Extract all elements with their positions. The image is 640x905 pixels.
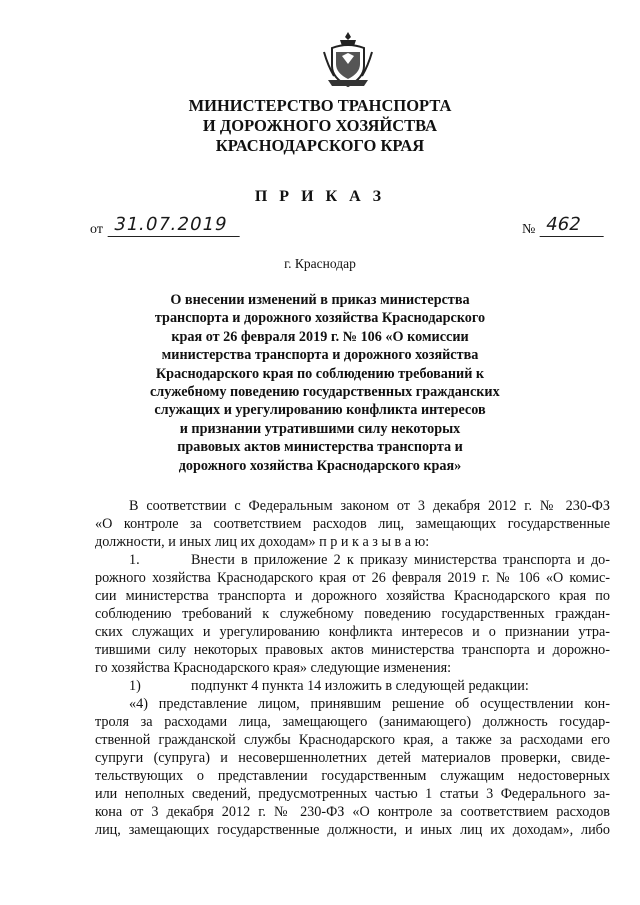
- quote-line: или неполных сведений, предусмотренных частью 1 статьи 3 Федерального за-: [95, 786, 610, 802]
- subject-line: правовых актов министерства транспорта и: [177, 439, 463, 456]
- subject-line: и признании утратившими силу некоторых: [179, 420, 461, 437]
- item-1-number: 1.: [129, 552, 140, 568]
- subject-line: края от 26 февраля 2019 г. № 106 «О комиссии: [171, 328, 469, 345]
- item-1-line: рожного хозяйства Краснодарского края от 26 февраля 2019 г. № 106 «О комис-: [95, 570, 610, 586]
- subject-line: Краснодарского края по соблюдению требований к: [155, 365, 485, 382]
- ministry-line-1: МИНИСТЕРСТВО ТРАНСПОРТА: [188, 96, 452, 115]
- preamble-line: «О контроле за соответствием расходов лиц, замещающих государственные: [95, 516, 610, 532]
- ministry-line-2: И ДОРОЖНОГО ХОЗЯЙСТВА: [202, 116, 438, 135]
- quote-line: ственной гражданской службы Краснодарского края, а также за расходами его: [95, 732, 610, 748]
- item-1-line: ских служащих и урегулированию конфликта интересов и о признании утра-: [95, 624, 610, 640]
- subject-line: О внесении изменений в приказ министерства: [170, 292, 470, 308]
- order-number: 462: [540, 214, 609, 237]
- order-subject: [150, 291, 500, 475]
- subject-line: транспорта и дорожного хозяйства Краснодарского: [154, 310, 486, 327]
- item-1-line: сии министерства транспорта и дорожного хозяйства Краснодарского края по: [95, 588, 610, 604]
- subitem-1-text: подпункт 4 пункта 14 изложить в следующей редакции:: [191, 678, 529, 694]
- subject-line: служебному поведению государственных гражданских: [150, 384, 500, 401]
- date-number-row: [90, 214, 590, 244]
- quote-line: кона от 3 декабря 2012 г. № 230-ФЗ «О контроле за соответствием расходов: [95, 804, 610, 820]
- preamble-line: В соответствии с Федеральным законом от 3 декабря 2012 г. № 230-ФЗ: [129, 498, 610, 514]
- quote-line: супруги (супруга) и несовершеннолетних детей материалов проверки, свиде-: [95, 750, 610, 766]
- item-1-line: тившими силу некоторых правовых актов министерства транспорта и дорожно-: [95, 642, 610, 658]
- subitem-1-number: 1): [129, 678, 141, 694]
- city: г. Краснодар: [284, 256, 356, 271]
- order-date: 31.07.2019: [108, 214, 245, 237]
- subitem-1-line: [95, 677, 610, 695]
- quote-line: «4) представление лицом, принявшим решение об осуществлении кон-: [129, 696, 610, 712]
- ministry-line-3: КРАСНОДАРСКОГО КРАЯ: [215, 136, 425, 155]
- quote-line: лиц, замещающих государственные должности, и иных лиц их доходам», либо: [95, 822, 610, 838]
- order-body: [95, 497, 610, 839]
- quote-line: тельствующих о представлении государственным служащим недостоверных: [95, 768, 610, 784]
- preamble-line: должности, и иных лиц их доходам» п р и к а з ы в а ю:: [95, 534, 430, 550]
- item-1-line: Внести в приложение 2 к приказу министерства транспорта и до-: [191, 552, 610, 568]
- krasnodar-coat-of-arms-icon: [322, 30, 374, 88]
- item-1-line: соблюдению требований к служебному поведению государственных граждан-: [95, 606, 610, 622]
- item-1-line: го хозяйства Краснодарского края» следующие изменения:: [95, 660, 452, 676]
- subject-line: дорожного хозяйства Краснодарского края»: [178, 457, 462, 474]
- number-prefix: №: [522, 222, 536, 237]
- quote-line: троля за расходами лица, замещающего (занимающего) должность государ-: [95, 714, 610, 730]
- ministry-name: [180, 96, 460, 156]
- date-prefix: от: [90, 222, 103, 237]
- subject-line: министерства транспорта и дорожного хозяйства: [161, 347, 479, 364]
- order-title: П Р И К А З: [254, 188, 386, 205]
- item-1-first-line: [95, 551, 610, 569]
- subject-line: служащих и урегулированию конфликта интересов: [154, 402, 486, 419]
